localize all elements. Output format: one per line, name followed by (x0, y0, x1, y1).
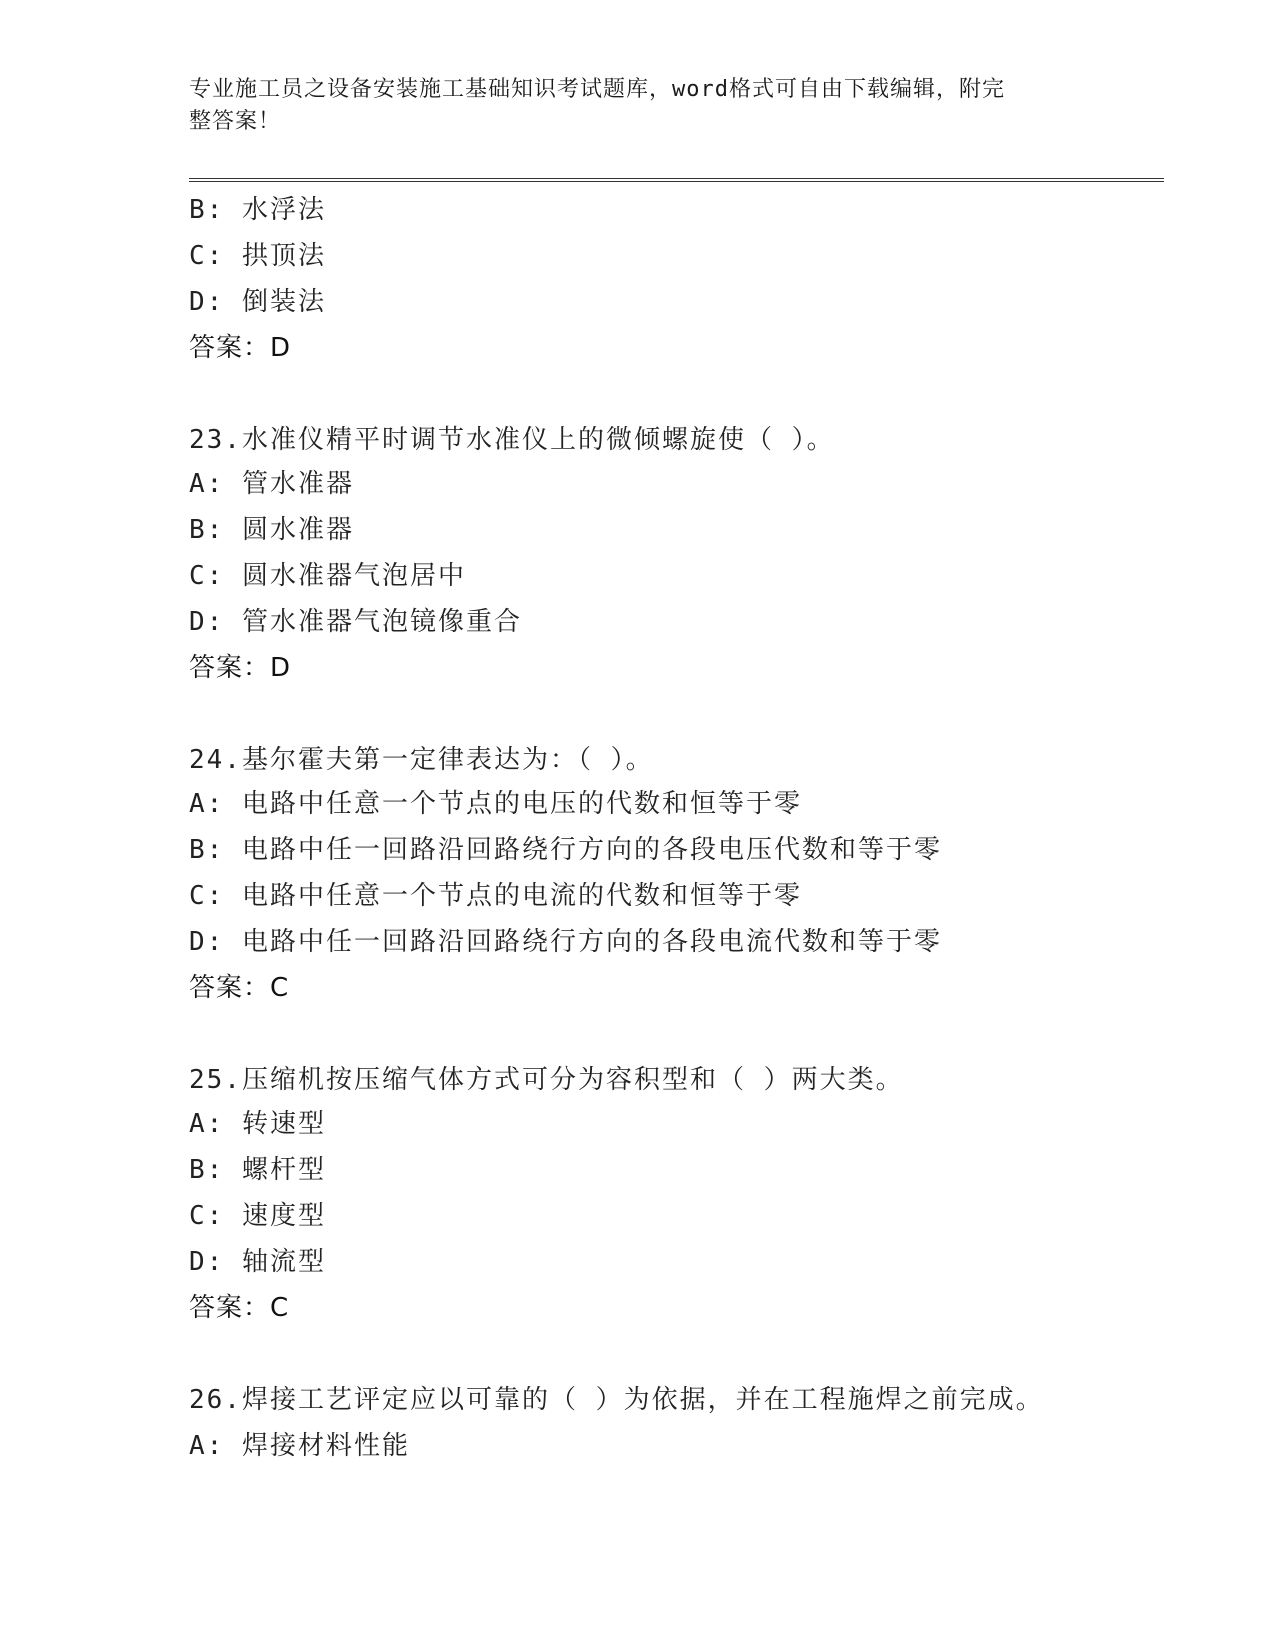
option-line: C: 圆水准器气泡居中 (189, 561, 466, 591)
option-line: B: 圆水准器 (189, 515, 354, 545)
question-line: 25.压缩机按压缩气体方式可分为容积型和（ ）两大类。 (189, 1065, 904, 1095)
option-line: D: 管水准器气泡镜像重合 (189, 607, 522, 637)
option-line: A: 电路中任意一个节点的电压的代数和恒等于零 (189, 789, 802, 819)
header-line-2: 整答案！ (189, 109, 282, 134)
option-line: A: 转速型 (189, 1109, 326, 1139)
option-line: A: 焊接材料性能 (189, 1431, 410, 1461)
option-line: B: 水浮法 (189, 195, 326, 225)
option-line: D: 电路中任一回路沿回路绕行方向的各段电流代数和等于零 (189, 927, 942, 957)
question-line: 23.水准仪精平时调节水准仪上的微倾螺旋使（ ）。 (189, 425, 835, 455)
option-line: B: 螺杆型 (189, 1155, 326, 1185)
answer-line: 答案：D (189, 333, 292, 363)
option-line: C: 电路中任意一个节点的电流的代数和恒等于零 (189, 881, 802, 911)
option-line: D: 轴流型 (189, 1247, 326, 1277)
option-line: A: 管水准器 (189, 469, 354, 499)
question-line: 24.基尔霍夫第一定律表达为：（ ）。 (189, 745, 654, 775)
answer-line: 答案：D (189, 653, 292, 683)
question-line: 26.焊接工艺评定应以可靠的（ ）为依据，并在工程施焊之前完成。 (189, 1385, 1044, 1415)
option-line: B: 电路中任一回路沿回路绕行方向的各段电压代数和等于零 (189, 835, 942, 865)
page-header (189, 74, 1069, 138)
option-line: D: 倒装法 (189, 287, 326, 317)
option-line: C: 拱顶法 (189, 241, 326, 271)
header-line-1: 专业施工员之设备安装施工基础知识考试题库，word格式可自由下载编辑，附完 (189, 77, 1005, 102)
answer-line: 答案：C (189, 973, 290, 1003)
option-line: C: 速度型 (189, 1201, 326, 1231)
header-divider (189, 178, 1164, 182)
answer-line: 答案：C (189, 1293, 290, 1323)
